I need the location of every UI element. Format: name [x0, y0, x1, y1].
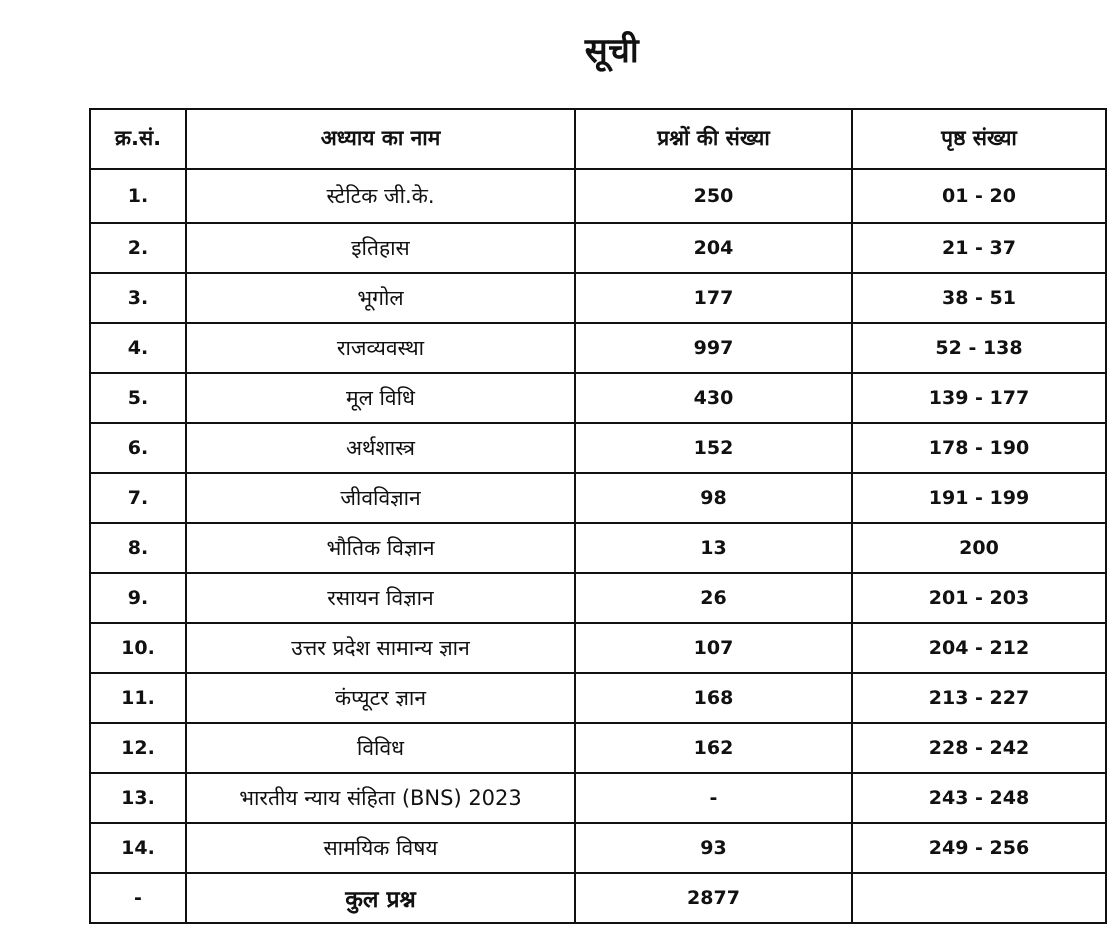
table-row: [90, 423, 1106, 473]
cell-pages: 204 - 212: [852, 623, 1106, 673]
header-questions: प्रश्नों की संख्या: [575, 109, 852, 169]
table-row: [90, 823, 1106, 873]
cell-questions: 26: [575, 573, 852, 623]
cell-pages: 191 - 199: [852, 473, 1106, 523]
cell-serial: 9.: [90, 573, 186, 623]
cell-serial: 2.: [90, 223, 186, 273]
cell-chapter: रसायन विज्ञान: [186, 573, 575, 623]
header-pages: पृष्ठ संख्या: [852, 109, 1106, 169]
cell-chapter: इतिहास: [186, 223, 575, 273]
header-serial: क्र.सं.: [90, 109, 186, 169]
cell-chapter: मूल विधि: [186, 373, 575, 423]
cell-serial: 1.: [90, 169, 186, 223]
page-title: सूची: [584, 31, 640, 71]
cell-serial: 13.: [90, 773, 186, 823]
cell-serial: 11.: [90, 673, 186, 723]
cell-questions: -: [575, 773, 852, 823]
table-row: [90, 673, 1106, 723]
cell-serial: 4.: [90, 323, 186, 373]
cell-questions: 204: [575, 223, 852, 273]
cell-serial: 8.: [90, 523, 186, 573]
cell-questions: 152: [575, 423, 852, 473]
table-row: [90, 523, 1106, 573]
cell-pages: 213 - 227: [852, 673, 1106, 723]
table-row: [90, 223, 1106, 273]
cell-chapter: विविध: [186, 723, 575, 773]
table-row: [90, 723, 1106, 773]
cell-questions: 430: [575, 373, 852, 423]
cell-pages: 178 - 190: [852, 423, 1106, 473]
total-pages: [852, 873, 1106, 923]
cell-pages: 243 - 248: [852, 773, 1106, 823]
cell-chapter: भारतीय न्याय संहिता (BNS) 2023: [186, 773, 575, 823]
cell-pages: 38 - 51: [852, 273, 1106, 323]
table-header-row: [90, 109, 1106, 169]
cell-chapter: उत्तर प्रदेश सामान्य ज्ञान: [186, 623, 575, 673]
header-chapter: अध्याय का नाम: [186, 109, 575, 169]
cell-chapter: राजव्यवस्था: [186, 323, 575, 373]
cell-chapter: भौतिक विज्ञान: [186, 523, 575, 573]
cell-pages: 52 - 138: [852, 323, 1106, 373]
cell-serial: 7.: [90, 473, 186, 523]
table-row: [90, 623, 1106, 673]
table-row: [90, 273, 1106, 323]
cell-chapter: स्टेटिक जी.के.: [186, 169, 575, 223]
table-row: [90, 473, 1106, 523]
cell-serial: 14.: [90, 823, 186, 873]
table-row: [90, 573, 1106, 623]
cell-serial: 3.: [90, 273, 186, 323]
cell-serial: 6.: [90, 423, 186, 473]
cell-questions: 250: [575, 169, 852, 223]
cell-pages: 21 - 37: [852, 223, 1106, 273]
table-row: [90, 373, 1106, 423]
cell-chapter: अर्थशास्त्र: [186, 423, 575, 473]
cell-pages: 139 - 177: [852, 373, 1106, 423]
cell-chapter: भूगोल: [186, 273, 575, 323]
cell-serial: 5.: [90, 373, 186, 423]
cell-questions: 168: [575, 673, 852, 723]
cell-pages: 01 - 20: [852, 169, 1106, 223]
total-serial: -: [90, 873, 186, 923]
table-row: [90, 323, 1106, 373]
total-questions: 2877: [575, 873, 852, 923]
cell-questions: 93: [575, 823, 852, 873]
cell-chapter: कंप्यूटर ज्ञान: [186, 673, 575, 723]
cell-pages: 201 - 203: [852, 573, 1106, 623]
cell-questions: 162: [575, 723, 852, 773]
cell-chapter: सामयिक विषय: [186, 823, 575, 873]
cell-pages: 249 - 256: [852, 823, 1106, 873]
cell-questions: 107: [575, 623, 852, 673]
cell-chapter: जीवविज्ञान: [186, 473, 575, 523]
cell-questions: 13: [575, 523, 852, 573]
cell-questions: 997: [575, 323, 852, 373]
table-row: [90, 773, 1106, 823]
cell-pages: 200: [852, 523, 1106, 573]
table-row: [90, 169, 1106, 223]
cell-pages: 228 - 242: [852, 723, 1106, 773]
total-label: कुल प्रश्न: [186, 873, 575, 923]
cell-questions: 98: [575, 473, 852, 523]
cell-questions: 177: [575, 273, 852, 323]
cell-serial: 12.: [90, 723, 186, 773]
total-row: [90, 873, 1106, 923]
cell-serial: 10.: [90, 623, 186, 673]
contents-table: [89, 108, 1107, 924]
